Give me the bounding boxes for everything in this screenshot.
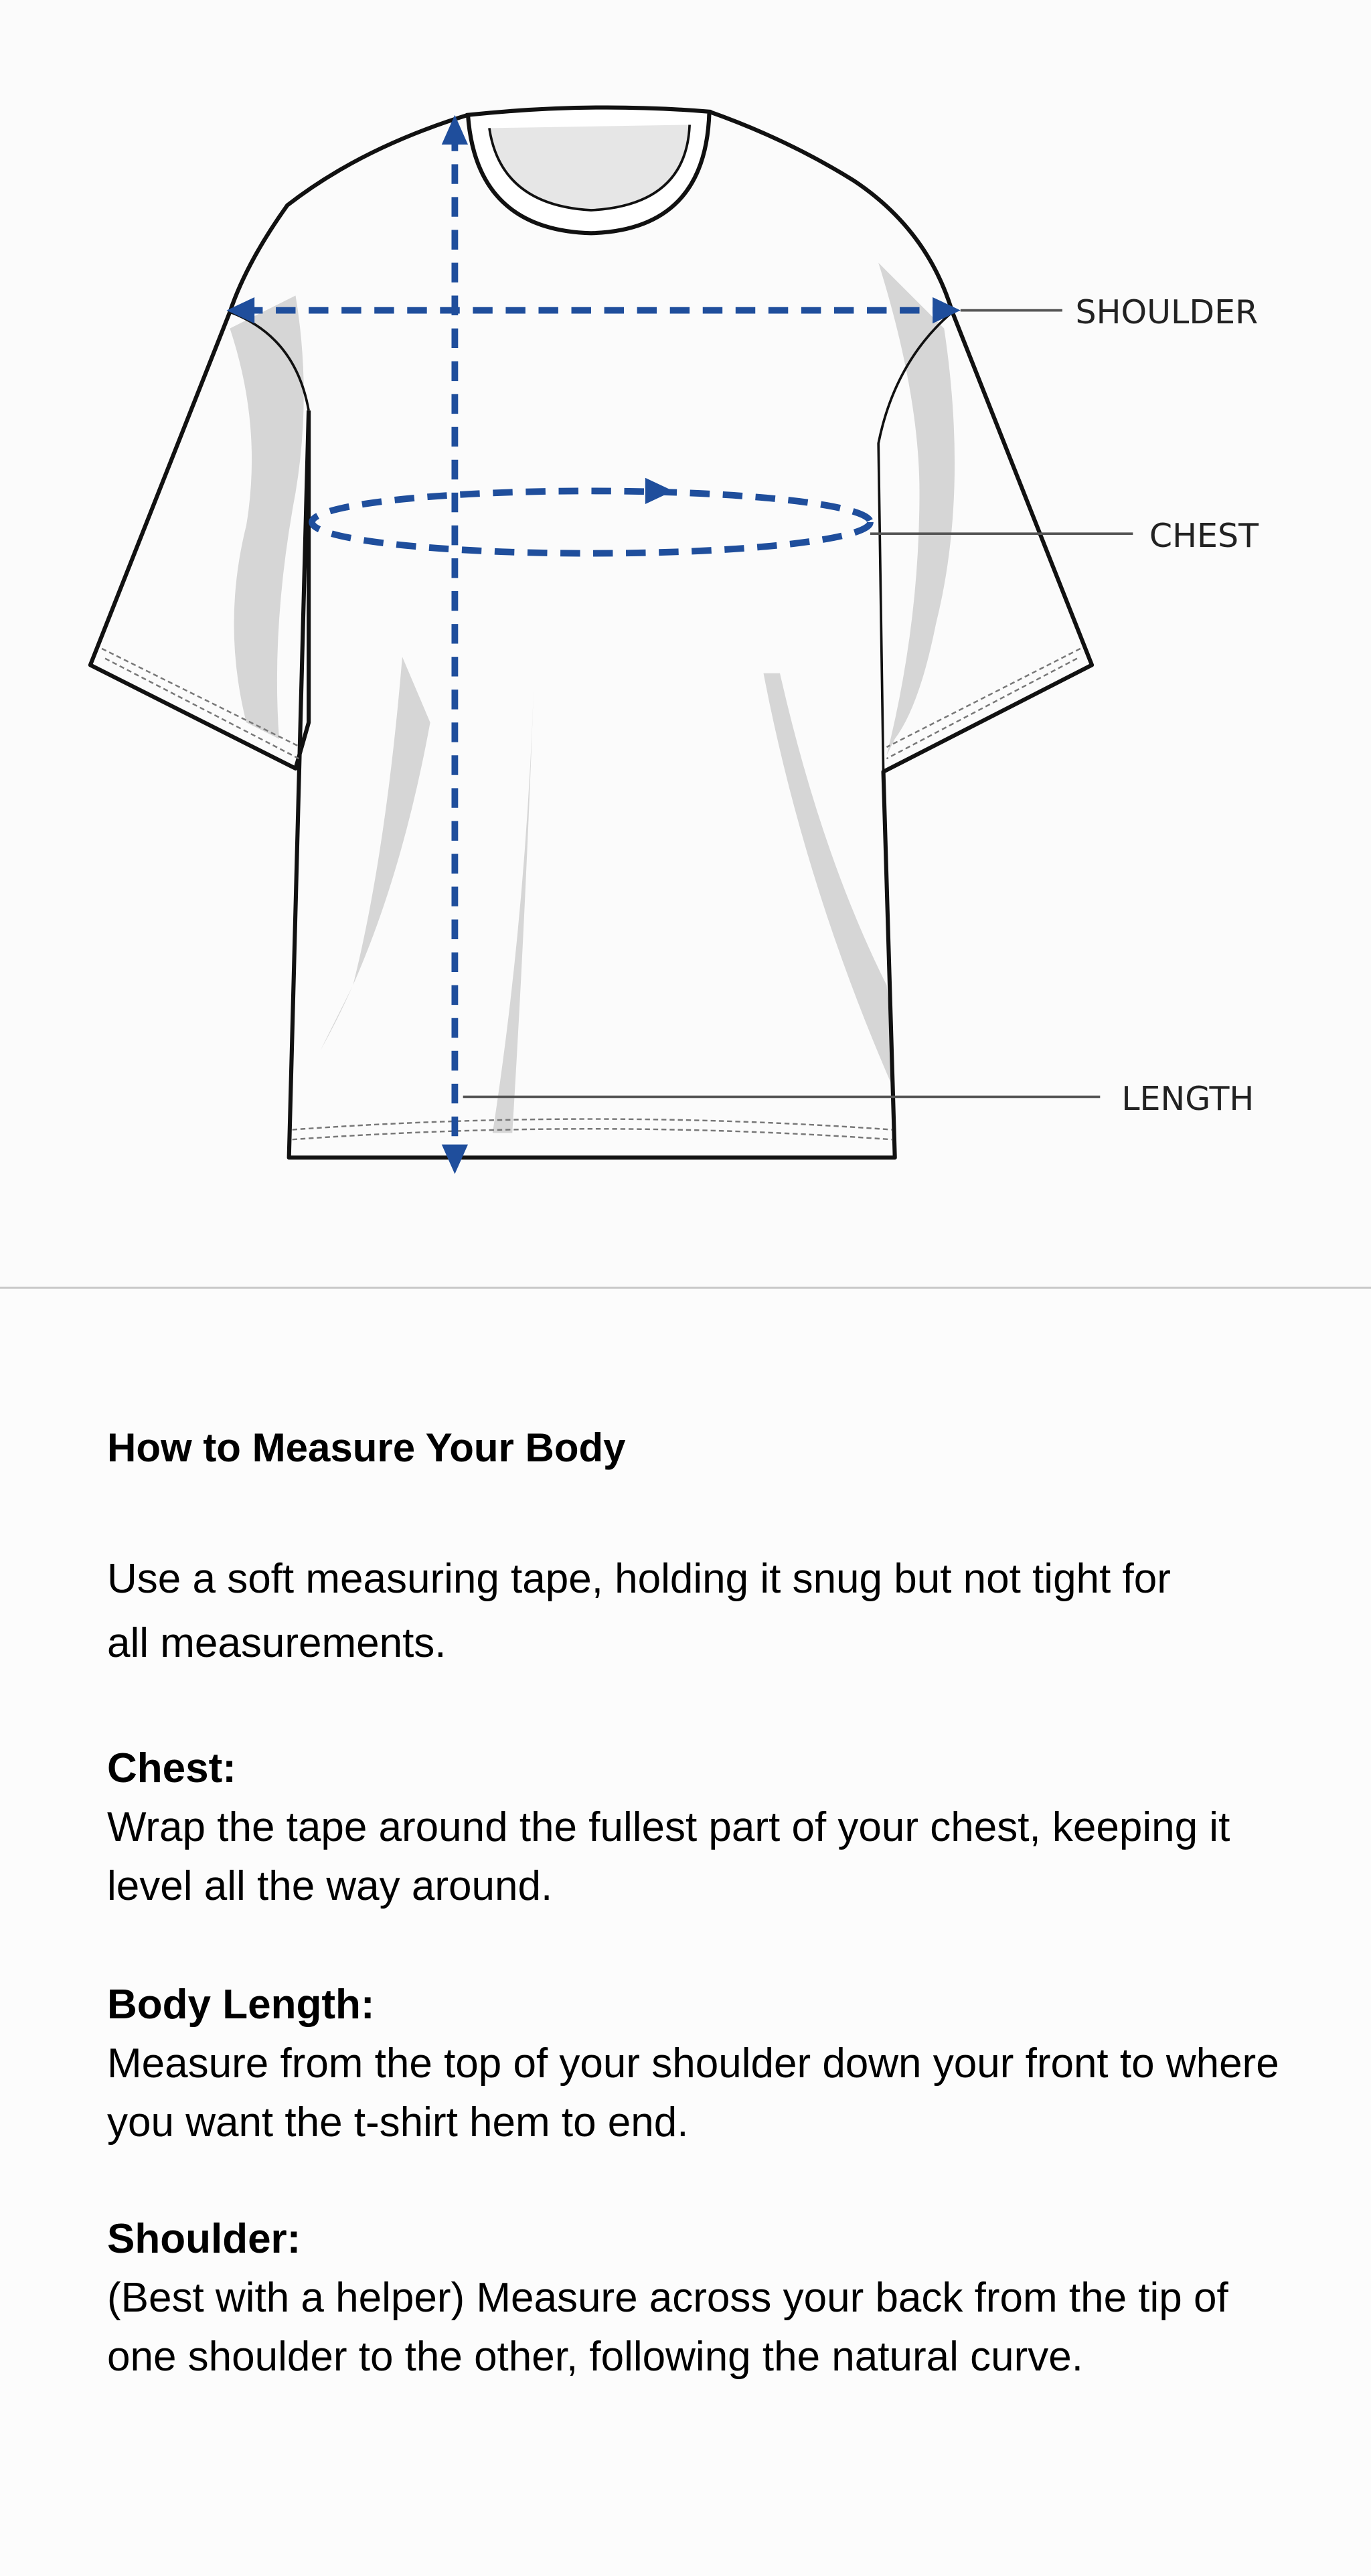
divider (0, 1287, 1371, 1289)
shoulder-label: SHOULDER (1075, 293, 1259, 332)
guide-intro: Use a soft measuring tape, holding it snug but not tight for all measurements. (107, 1556, 1171, 1666)
section-label: Body Length: (107, 1982, 375, 2028)
section-body-length (107, 1976, 1285, 2152)
section-label: Shoulder: (107, 2216, 301, 2262)
guide-title: How to Measure Your Body (107, 1425, 626, 1470)
chest-label: CHEST (1149, 515, 1259, 555)
section-shoulder (107, 2210, 1285, 2387)
arrow-icons (226, 115, 960, 1174)
section-chest (107, 1739, 1285, 1916)
section-label: Chest: (107, 1745, 236, 1791)
section-text: Measure from the top of your shoulder down your front to where you want the t-shirt hem to end. (107, 2040, 1279, 2146)
tshirt-measurement-diagram (0, 0, 1371, 1287)
section-text: (Best with a helper) Measure across your back from the tip of one shoulder to the other, following the natural curve. (107, 2275, 1228, 2380)
length-label: LENGTH (1121, 1079, 1255, 1119)
measure-lines (243, 131, 944, 1157)
tshirt-illustration (0, 0, 1371, 1287)
fabric-shading (230, 262, 955, 1133)
section-text: Wrap the tape around the fullest part of your chest, keeping it level all the way around. (107, 1804, 1230, 1909)
